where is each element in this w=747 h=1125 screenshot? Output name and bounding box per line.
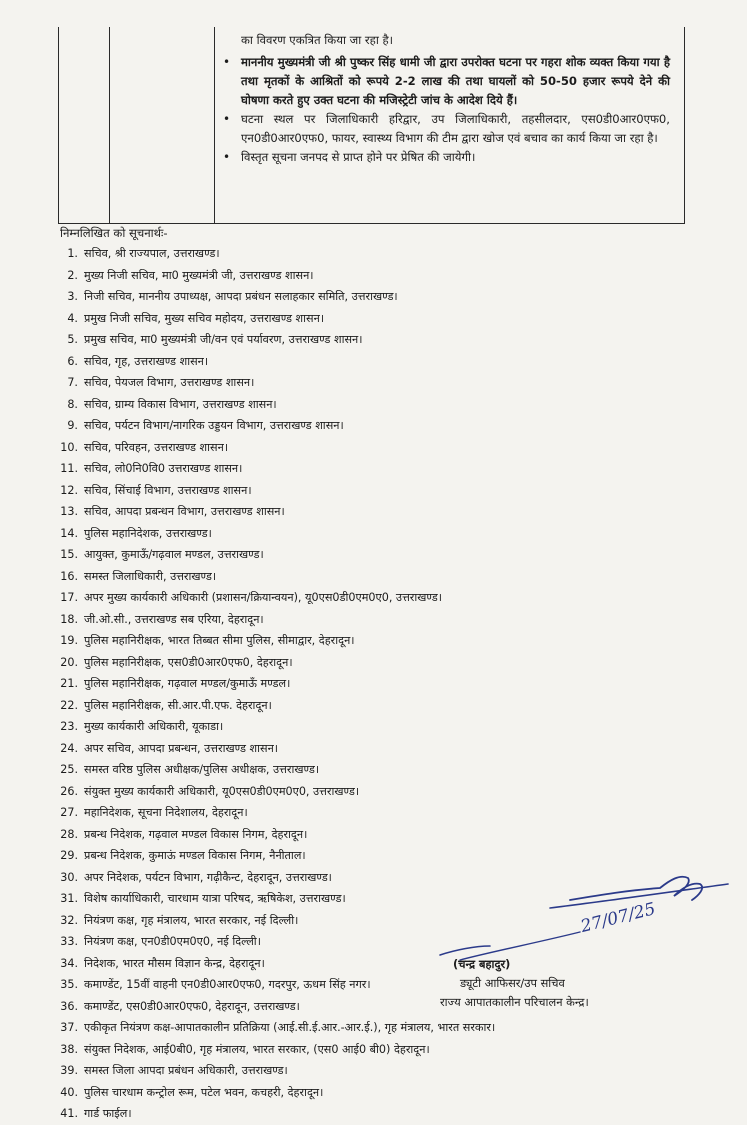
- list-item-text: सचिव, ग्राम्य विकास विभाग, उत्तराखण्ड शासन।: [84, 397, 277, 411]
- list-item: [50, 931, 495, 953]
- bullet-further-info: [223, 148, 670, 167]
- list-item: [50, 802, 495, 824]
- list-item-text: सचिव, पेयजल विभाग, उत्तराखण्ड शासन।: [84, 376, 255, 389]
- list-item-text: विशेष कार्याधिकारी, चारधाम यात्रा परिषद, ऋषिकेश, उत्तराखण्ड।: [84, 892, 346, 905]
- list-item-number: 16.: [60, 569, 78, 583]
- signatory-office: राज्य आपातकालीन परिचालन केन्द्र।: [440, 995, 589, 1009]
- table-column-divider: [214, 27, 215, 223]
- list-item-text: सचिव, गृह, उत्तराखण्ड शासन।: [84, 354, 209, 368]
- list-item-text: पुलिस महानिरीक्षक, भारत तिब्बत सीमा पुलिस, सीमाद्वार, देहरादून।: [84, 634, 355, 647]
- list-item-number: 29.: [60, 849, 78, 862]
- list-item: [50, 544, 495, 566]
- list-item: [50, 609, 495, 631]
- list-item: [50, 716, 495, 738]
- list-item-text: कमाण्डेंट, 15वीं वाहनी एन0डी0आर0एफ0, गदरपुर, ऊधम सिंह नगर।: [84, 978, 371, 991]
- list-item: [50, 738, 495, 760]
- list-item-text: पुलिस महानिरीक्षक, गढ़वाल मण्डल/कुमाऊँ मण्डल।: [84, 677, 291, 690]
- list-item-number: 33.: [60, 935, 78, 948]
- list-item: [50, 415, 495, 437]
- list-item-text: सचिव, लो0नि0वि0 उत्तराखण्ड शासन।: [84, 462, 243, 475]
- list-item-number: 30.: [60, 870, 78, 884]
- list-item-number: 1.: [67, 247, 78, 260]
- list-item-number: 18.: [60, 612, 78, 626]
- list-item-number: 32.: [60, 913, 78, 927]
- table-column-divider: [109, 27, 110, 223]
- list-item-text: आयुक्त, कुमाऊँ/गढ़वाल मण्डल, उत्तराखण्ड।: [84, 548, 264, 561]
- list-item: [50, 437, 495, 459]
- list-item-number: 19.: [60, 634, 78, 647]
- list-item: [50, 372, 495, 394]
- list-item-number: 7.: [67, 376, 78, 389]
- list-item-text: सचिव, श्री राज्यपाल, उत्तराखण्ड।: [84, 247, 220, 260]
- list-item-text: संयुक्त मुख्य कार्यकारी अधिकारी, यू0एस0डी0एम0ए0, उत्तराखण्ड।: [84, 784, 360, 798]
- list-item: [50, 501, 495, 523]
- list-item: [50, 652, 495, 674]
- list-item: [50, 329, 495, 351]
- further-info-text: विस्तृत सूचना जनपद से प्राप्त होने पर प्रेषित की जायेगी।: [241, 150, 476, 164]
- list-item-text: पुलिस चारधाम कन्ट्रोल रूम, पटेल भवन, कचहरी, देहरादून।: [84, 1085, 324, 1099]
- list-item: [50, 845, 495, 867]
- list-item: [50, 759, 495, 781]
- list-item-number: 2.: [67, 268, 78, 282]
- list-item: [50, 1082, 495, 1104]
- list-item-text: पुलिस महानिरीक्षक, सी.आर.पी.एफ. देहरादून।: [84, 698, 272, 712]
- list-item-number: 22.: [60, 698, 78, 712]
- list-item-text: संयुक्त निदेशक, आई0बी0, गृह मंत्रालय, भारत सरकार, (एस0 आई0 बी0) देहरादून।: [84, 1042, 430, 1056]
- list-item: [50, 867, 495, 889]
- continued-line: का विवरण एकत्रित किया जा रहा है।: [241, 33, 394, 47]
- list-item-text: निजी सचिव, माननीय उपाध्यक्ष, आपदा प्रबंधन सलाहकार समिति, उत्तराखण्ड।: [84, 290, 398, 303]
- list-item: [50, 587, 495, 609]
- list-item-text: अपर सचिव, आपदा प्रबन्धन, उत्तराखण्ड शासन।: [84, 741, 279, 755]
- list-item-text: प्रमुख निजी सचिव, मुख्य सचिव महोदय, उत्तराखण्ड शासन।: [84, 311, 325, 325]
- list-item: [50, 1103, 495, 1125]
- list-item-number: 27.: [60, 806, 78, 819]
- list-item-number: 6.: [67, 354, 78, 368]
- list-item-number: 38.: [60, 1042, 78, 1056]
- list-item: [50, 996, 495, 1018]
- bullet-rescue: [223, 110, 670, 148]
- handwritten-date: 27/07/25: [578, 899, 658, 937]
- list-item-text: जी.ओ.सी., उत्तराखण्ड सब एरिया, देहरादून।: [84, 612, 264, 626]
- list-item-number: 26.: [60, 784, 78, 798]
- list-item-text: समस्त वरिष्ठ पुलिस अधीक्षक/पुलिस अधीक्षक, उत्तराखण्ड।: [84, 763, 320, 776]
- list-item-number: 20.: [60, 655, 78, 669]
- list-item-text: प्रबन्ध निदेशक, गढ़वाल मण्डल विकास निगम, देहरादून।: [84, 827, 308, 841]
- list-item: [50, 888, 495, 910]
- list-item-number: 13.: [60, 505, 78, 518]
- list-item-number: 31.: [60, 892, 78, 905]
- list-item: [50, 286, 495, 308]
- list-item: [50, 673, 495, 695]
- list-item: [50, 630, 495, 652]
- list-item-text: निदेशक, भारत मौसम विज्ञान केन्द्र, देहरादून।: [84, 956, 265, 970]
- bullet-icon: •: [223, 150, 231, 164]
- list-item: [50, 910, 495, 932]
- list-item-text: सचिव, परिवहन, उत्तराखण्ड शासन।: [84, 440, 229, 454]
- bullet-cm-announcement: [223, 53, 670, 110]
- list-item: [50, 781, 495, 803]
- list-item-number: 23.: [60, 720, 78, 733]
- list-item-text: अपर मुख्य कार्यकारी अधिकारी (प्रशासन/क्रियान्वयन), यू0एस0डी0एम0ए0, उत्तराखण्ड।: [84, 591, 442, 604]
- bullet-icon: •: [223, 112, 231, 126]
- list-item-number: 15.: [60, 548, 78, 561]
- bullet-icon: •: [223, 55, 231, 69]
- list-item-number: 12.: [60, 483, 78, 497]
- signatory-name: (चन्द्र बहादुर): [453, 957, 511, 971]
- cm-announcement-text: माननीय मुख्यमंत्री जी श्री पुष्कर सिंह धामी जी द्वारा उपरोक्त घटना पर गहरा शोक व्यक्त किया गया है तथा मृतकों के आश्रितों को रूपये 2-2 लाख की तथा घायलों को 50-50 हजार रूपये देने की घोषणा करते हुए उक्त घटना की मजिस्ट्रेटी जांच के आदेश दिये हैं।: [241, 55, 670, 107]
- list-item-text: सचिव, पर्यटन विभाग/नागरिक उड्डयन विभाग, उत्तराखण्ड शासन।: [84, 419, 344, 432]
- list-item: [50, 1060, 495, 1082]
- list-item-text: सचिव, आपदा प्रबन्धन विभाग, उत्तराखण्ड शासन।: [84, 505, 285, 518]
- list-item-text: गार्ड फाईल।: [84, 1107, 132, 1120]
- signatory-block: [440, 955, 700, 1012]
- incident-table: [58, 27, 685, 224]
- list-item: [50, 1039, 495, 1061]
- signature-area: [430, 870, 730, 965]
- list-item-number: 11.: [60, 462, 78, 475]
- list-item-text: कमाण्डेंट, एस0डी0आर0एफ0, देहरादून, उत्तराखण्ड।: [84, 999, 300, 1013]
- list-item: [50, 351, 495, 373]
- list-item-text: मुख्य कार्यकारी अधिकारी, यूकाडा।: [84, 720, 224, 733]
- list-item-text: पुलिस महानिरीक्षक, एस0डी0आर0एफ0, देहरादून।: [84, 655, 293, 669]
- distribution-list: [50, 243, 495, 1125]
- list-item-number: 36.: [60, 999, 78, 1013]
- list-item-text: नियंत्रण कक्ष, एन0डी0एम0ए0, नई दिल्ली।: [84, 935, 261, 948]
- list-item-number: 34.: [60, 956, 78, 970]
- list-item: [50, 458, 495, 480]
- list-item: [50, 824, 495, 846]
- list-item-number: 4.: [67, 311, 78, 325]
- list-item: [50, 953, 495, 975]
- rescue-text: घटना स्थल पर जिलाधिकारी हरिद्वार, उप जिलाधिकारी, तहसीलदार, एस0डी0आर0एफ0, एन0डी0आर0एफ0, फायर, स्वास्थ्य विभाग की टीम द्वारा खोज एवं बचाव का कार्य किया जा रहा है।: [241, 112, 670, 145]
- list-item: [50, 480, 495, 502]
- list-item-text: एकीकृत नियंत्रण कक्ष-आपातकालीन प्रतिक्रिया (आई.सी.ई.आर.-आर.ई.), गृह मंत्रालय, भारत सरकार।: [84, 1021, 496, 1034]
- list-item-text: सचिव, सिंचाई विभाग, उत्तराखण्ड शासन।: [84, 483, 252, 497]
- list-item: [50, 695, 495, 717]
- list-item-number: 35.: [60, 978, 78, 991]
- list-item: [50, 566, 495, 588]
- list-item-number: 8.: [67, 397, 78, 411]
- list-item-text: समस्त जिला आपदा प्रबंधन अधिकारी, उत्तराखण्ड।: [84, 1064, 288, 1077]
- signatory-designation: ड्यूटी आफिसर/उप सचिव: [460, 976, 565, 990]
- list-item-number: 21.: [60, 677, 78, 690]
- list-item-number: 40.: [60, 1085, 78, 1099]
- list-item-number: 17.: [60, 591, 78, 604]
- list-item: [50, 308, 495, 330]
- list-item-text: नियंत्रण कक्ष, गृह मंत्रालय, भारत सरकार, नई दिल्ली।: [84, 913, 299, 927]
- distribution-heading: निम्नलिखित को सूचनार्थः-: [60, 226, 168, 240]
- list-item-number: 10.: [60, 440, 78, 454]
- list-item-number: 28.: [60, 827, 78, 841]
- list-item: [50, 1017, 495, 1039]
- list-item-text: मुख्य निजी सचिव, मा0 मुख्यमंत्री जी, उत्तराखण्ड शासन।: [84, 268, 314, 282]
- list-item-text: अपर निदेशक, पर्यटन विभाग, गढ़ीकैन्ट, देहरादून, उत्तराखण्ड।: [84, 870, 332, 884]
- list-item-number: 25.: [60, 763, 78, 776]
- list-item-text: प्रबन्ध निदेशक, कुमाऊं मण्डल विकास निगम, नैनीताल।: [84, 849, 306, 862]
- list-item-number: 41.: [60, 1107, 78, 1120]
- list-item: [50, 523, 495, 545]
- list-item-text: प्रमुख सचिव, मा0 मुख्यमंत्री जी/वन एवं पर्यावरण, उत्तराखण्ड शासन।: [84, 333, 363, 346]
- list-item-text: पुलिस महानिदेशक, उत्तराखण्ड।: [84, 526, 212, 540]
- list-item-number: 24.: [60, 741, 78, 755]
- list-item: [50, 265, 495, 287]
- list-item-number: 5.: [67, 333, 78, 346]
- list-item: [50, 394, 495, 416]
- list-item-number: 14.: [60, 526, 78, 540]
- list-item-number: 3.: [67, 290, 78, 303]
- list-item: [50, 243, 495, 265]
- list-item: [50, 974, 495, 996]
- table-details-cell: [223, 31, 670, 167]
- list-item-number: 9.: [67, 419, 78, 432]
- list-item-text: समस्त जिलाधिकारी, उत्तराखण्ड।: [84, 569, 217, 583]
- list-item-number: 37.: [60, 1021, 78, 1034]
- list-item-number: 39.: [60, 1064, 78, 1077]
- list-item-text: महानिदेशक, सूचना निदेशालय, देहरादून।: [84, 806, 248, 819]
